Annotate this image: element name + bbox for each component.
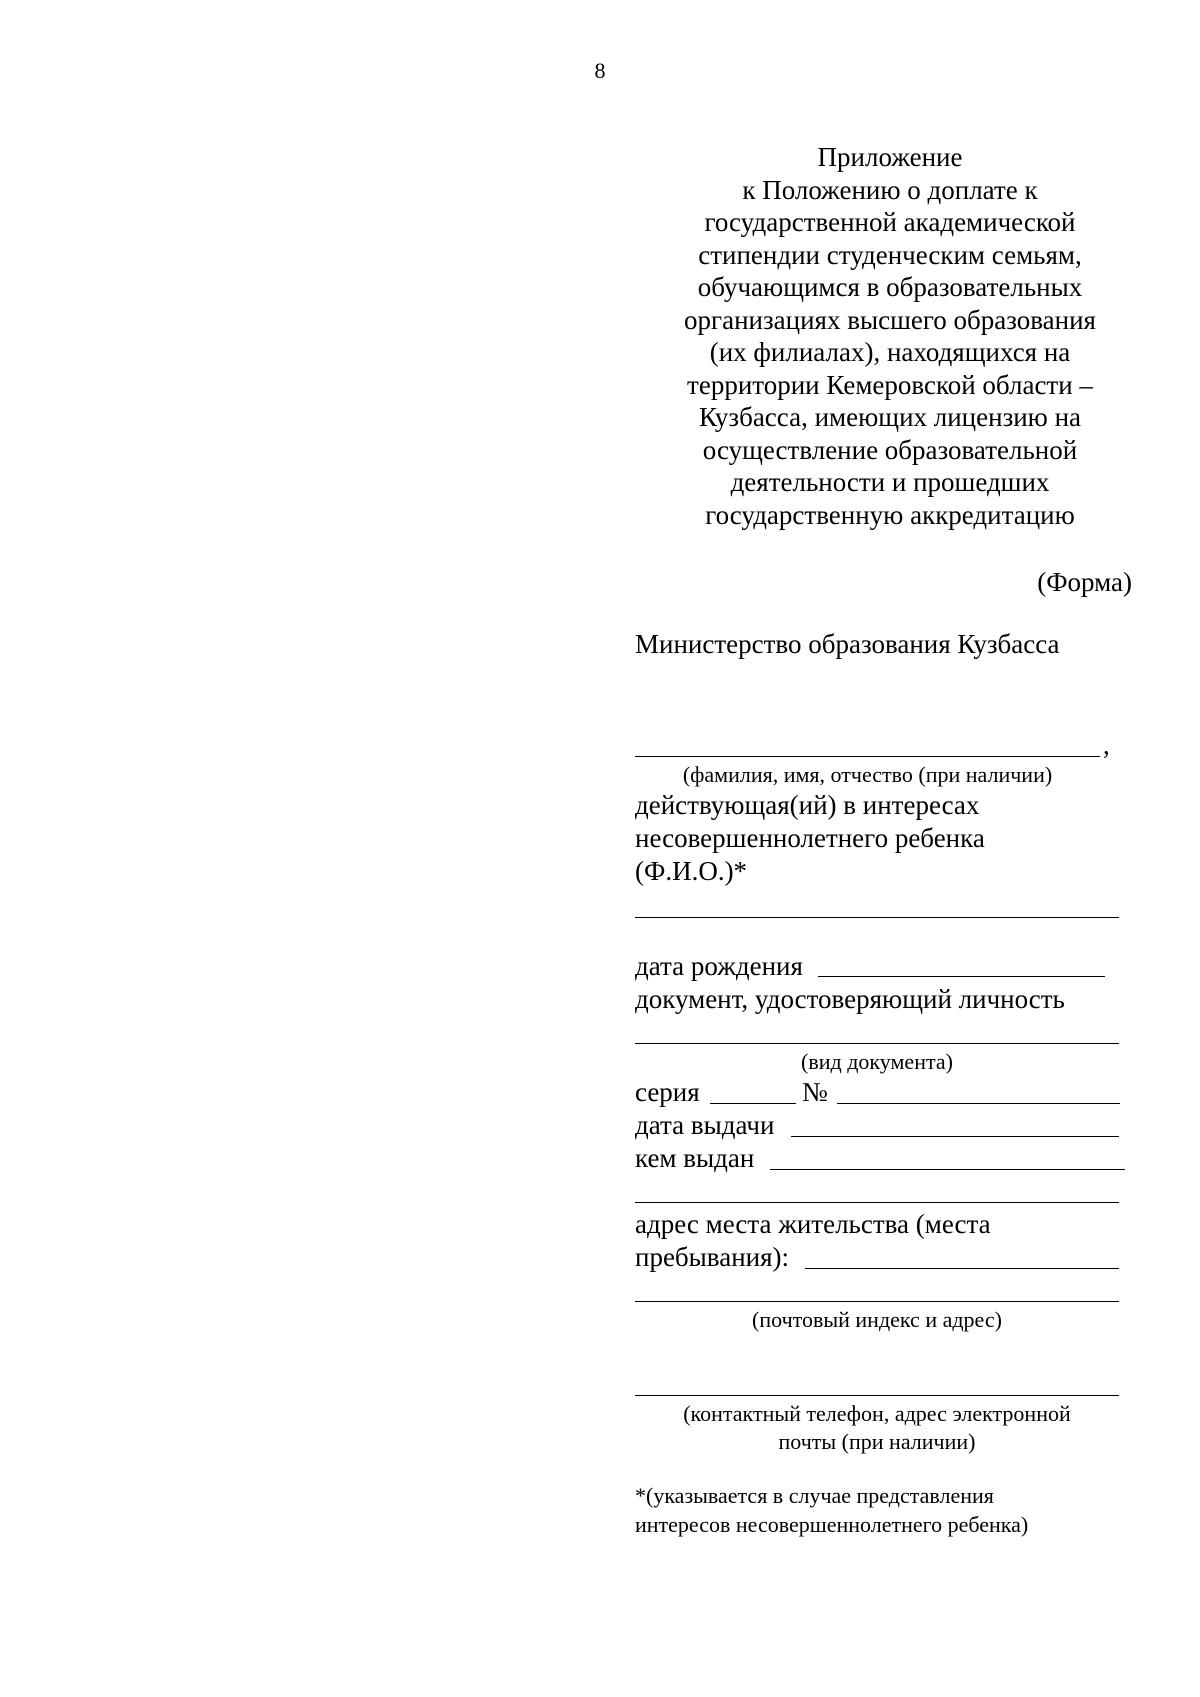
acting-line: несовершеннолетнего ребенка bbox=[635, 823, 985, 853]
appendix-heading bbox=[560, 141, 1200, 531]
fio-caption: (фамилия, имя, отчество (при наличии) bbox=[682, 762, 1053, 787]
appendix-heading-line: осуществление образовательной bbox=[702, 434, 1078, 465]
contact-caption: почты (при наличии) bbox=[778, 1429, 976, 1454]
appendix-heading-line: государственную аккредитацию bbox=[705, 499, 1075, 530]
contact-caption: (контактный телефон, адрес электронной bbox=[683, 1401, 1071, 1426]
contact-line[interactable] bbox=[635, 1395, 1119, 1396]
appendix-heading-line: государственной академической bbox=[704, 207, 1076, 237]
issue-date-line[interactable] bbox=[791, 1136, 1119, 1137]
issued-by-line[interactable] bbox=[770, 1169, 1125, 1170]
fio-comma: , bbox=[1103, 730, 1110, 760]
appendix-heading-line: обучающимся в образовательных bbox=[697, 272, 1083, 302]
series-label: серия bbox=[635, 1077, 700, 1107]
series-line[interactable] bbox=[710, 1103, 796, 1104]
number-sign: № bbox=[802, 1077, 828, 1107]
appendix-heading-line: (их филиалах), находящихся на bbox=[709, 337, 1071, 367]
birth-date-label: дата рождения bbox=[635, 951, 803, 981]
issue-date-label: дата выдачи bbox=[635, 1110, 775, 1140]
ministry-name: Министерство образования Кузбасса bbox=[635, 629, 1060, 659]
birth-date-line[interactable] bbox=[818, 976, 1105, 977]
appendix-heading-line: Кузбасса, имеющих лицензию на bbox=[698, 402, 1082, 432]
appendix-heading-line: территории Кемеровской области – bbox=[687, 369, 1093, 400]
address-line[interactable] bbox=[805, 1268, 1119, 1269]
issued-by-label: кем выдан bbox=[635, 1143, 755, 1173]
number-line[interactable] bbox=[837, 1103, 1120, 1104]
address-label: пребывания): bbox=[635, 1242, 789, 1272]
page-number: 8 bbox=[594, 58, 606, 83]
acting-line: действующая(ий) в интересах bbox=[635, 790, 980, 820]
footnote: *(указывается в случае представления bbox=[635, 1483, 994, 1508]
appendix-heading-line: стипендии студенческим семьям, bbox=[698, 239, 1082, 270]
id-document-line[interactable] bbox=[635, 1043, 1119, 1044]
id-document-label: документ, удостоверяющий личность bbox=[635, 984, 1065, 1014]
appendix-heading-line: организациях высшего образования bbox=[684, 304, 1096, 335]
child-fio-line[interactable] bbox=[635, 917, 1119, 918]
appendix-heading-line: деятельности и прошедших bbox=[730, 467, 1050, 497]
postal-line[interactable] bbox=[635, 1301, 1119, 1302]
fio-line[interactable] bbox=[635, 756, 1100, 757]
appendix-heading-line: к Положению о доплате к bbox=[742, 174, 1038, 205]
form-marker: (Форма) bbox=[1037, 567, 1132, 597]
address-label: адрес места жительства (места bbox=[635, 1209, 991, 1239]
issued-by-line-2[interactable] bbox=[635, 1202, 1119, 1203]
appendix-heading-line: Приложение bbox=[817, 142, 963, 172]
doc-type-caption: (вид документа) bbox=[801, 1049, 953, 1074]
acting-line: (Ф.И.О.)* bbox=[635, 856, 748, 886]
footnote: интересов несовершеннолетнего ребенка) bbox=[635, 1512, 1029, 1537]
postal-caption: (почтовый индекс и адрес) bbox=[752, 1307, 1002, 1332]
